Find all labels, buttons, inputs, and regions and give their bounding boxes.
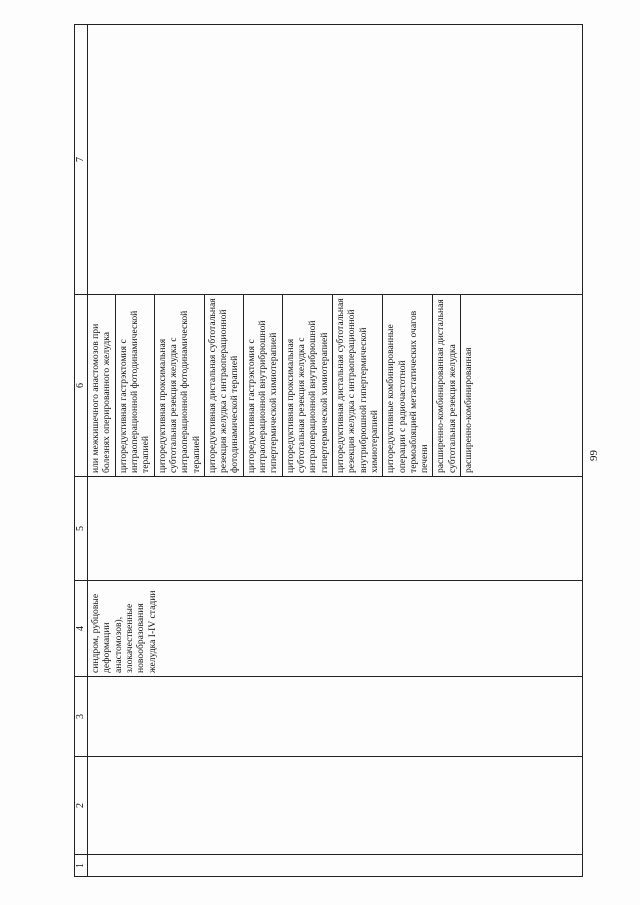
cell-col1 xyxy=(88,855,583,877)
procedure-item: циторедуктивные комбинированные операции с радиочастотной термоабляцией метастатических очагов печени xyxy=(383,295,433,476)
procedure-item: циторедуктивная дистальная субтотальная резекция желудка с интраоперационной фотодинамической терапией xyxy=(205,295,244,476)
cell-col2 xyxy=(88,757,583,855)
cell-col3 xyxy=(88,677,583,757)
cell-col4-diagnosis: синдром, рубцовые деформации анастомозов), злокачественные новообразования желудка I-IV стадии xyxy=(88,581,583,677)
procedure-item: или межкишечного анастомозов при болезнях оперированного желудка xyxy=(88,295,116,476)
table-row xyxy=(88,25,583,877)
procedure-item: циторедуктивная проксимальная субтотальная резекция желудка с интраоперационной внутрибрюшной гипертермической химиотерапией xyxy=(283,295,333,476)
column-header-1: 1 xyxy=(75,855,88,877)
column-header-6: 6 xyxy=(75,295,88,477)
rotated-content xyxy=(60,13,630,881)
cell-col6-procedures xyxy=(88,295,583,477)
procedure-item: циторедуктивная проксимальная субтотальная резекция желудка с интраоперационной фотодинамической терапией xyxy=(155,295,205,476)
column-header-5: 5 xyxy=(75,477,88,581)
procedure-item: циторедуктивная дистальная субтотальная резекция желудка с интраоперационной внутрибрюшной гипертермической химиотерапией xyxy=(333,295,383,476)
cell-col5 xyxy=(88,477,583,581)
procedures-table xyxy=(74,24,583,877)
column-header-7: 7 xyxy=(75,25,88,295)
column-header-2: 2 xyxy=(75,757,88,855)
procedure-item: расширенно-комбинированная дистальная субтотальная резекция желудка xyxy=(433,295,461,476)
procedure-item: циторедуктивная гастрэктомия с интраоперационной фотодинамической терапией xyxy=(116,295,155,476)
procedure-item: циторедуктивная гастрэктомия с интраоперационной внутрибрюшной гипертермической химиотерапией xyxy=(244,295,283,476)
procedure-item: расширенно-комбинированная xyxy=(463,347,475,473)
column-header-3: 3 xyxy=(75,677,88,757)
cell-col7 xyxy=(88,25,583,295)
column-number-row xyxy=(75,25,88,877)
page-number: 99 xyxy=(588,450,600,461)
column-header-4: 4 xyxy=(75,581,88,677)
